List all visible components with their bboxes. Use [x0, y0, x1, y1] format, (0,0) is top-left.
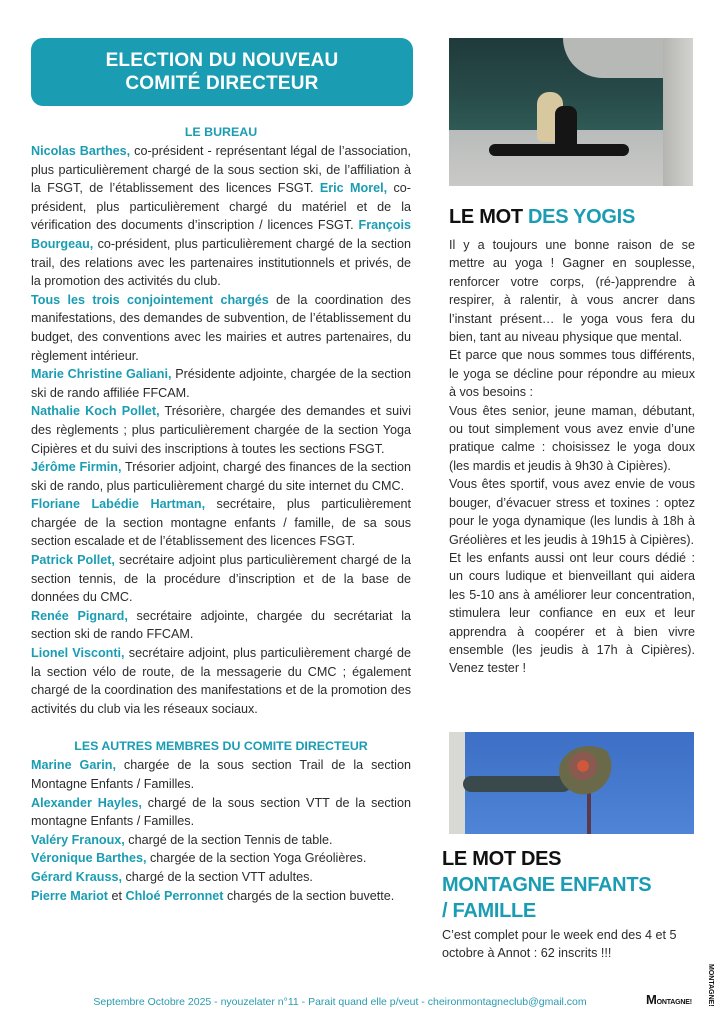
yogis-paragraph: Il y a toujours une bonne raison de se mettre au yoga ! Gagner en souplesse, renforcer votre corps, (ré-)apprendre à respirer, à ralentir, à vous ancrer dans l’instant présent… le yoga vous fera du bien, tant au niveau physique que mental.: [449, 238, 695, 345]
yogis-paragraph: Vous êtes sportif, vous avez envie de vous bouger, d’évacuer stress et toxines : optez pour le yoga dynamique (les lundis à 18h à Gréolières et les jeudis à 19h15 à Cipières).: [449, 477, 695, 547]
yogis-body: [449, 236, 695, 678]
member-role: secrétaire adjointe, chargée du secrétariat la section ski de rando FFCAM.: [31, 608, 411, 642]
member-name: Tous les trois conjointement chargés: [31, 292, 269, 307]
autres-membres-heading: LES AUTRES MEMBRES DU COMITE DIRECTEUR: [74, 739, 368, 754]
member-role: Trésorier adjoint, chargé des finances de la section ski de rando, plus particulièrement chargé du site internet du CMC.: [31, 460, 411, 493]
member-role: de la coordination des manifestations, des demandes de subvention, de l’établissement du budget, des conventions avec les mairies et autres partenaires, du règlement intérieur.: [31, 292, 411, 363]
photo-rock: [563, 38, 663, 78]
member-name: Pierre Mariot: [31, 888, 108, 903]
montagne-enfants-heading: [442, 846, 712, 924]
logo-text: ONTAGNE!: [656, 999, 692, 1006]
yogis-heading-black: LE MOT: [449, 206, 529, 228]
bureau-entry: [31, 495, 411, 551]
member-name: François Bourgeau,: [31, 218, 411, 251]
autres-entry: [31, 849, 411, 868]
yogis-paragraph: Et parce que nous sommes tous différents, le yoga se décline pour répondre au mieux à vos besoins :: [449, 348, 695, 400]
member-name: Eric Morel,: [319, 181, 388, 196]
member-name: Lionel Visconti,: [31, 646, 125, 661]
member-role: co-président, plus particulièrement chargé de la section trail, des relations avec les partenaires institutionnels et privés, de la promotion des activités du club.: [31, 236, 411, 289]
member-name: Nicolas Barthes,: [31, 144, 131, 158]
yogis-heading-accent: DES YOGIS: [528, 206, 635, 228]
montagne-heading-black: LE MOT DES: [442, 848, 562, 870]
autres-entry: [31, 887, 411, 906]
member-role: secrétaire adjoint plus particulièrement chargé de la section tennis, de la procédure d’inscription et de la base de données du CMC.: [31, 553, 411, 605]
member-role: secrétaire adjoint, plus particulièrement chargé de la section vélo de route, de la messagerie du CMC ; également chargé de la coordination des manifestations et de la promotion des activités du club via les réseaux sociaux.: [31, 646, 411, 716]
comite-directeur-column: [31, 124, 411, 905]
yogi-body: [555, 106, 577, 156]
member-role: chargé de la sous section VTT de la section montagne Enfants / Familles.: [31, 795, 411, 829]
member-role: chargée de la section Yoga Gréolières.: [146, 851, 367, 866]
photo-rock: [663, 38, 693, 186]
banner-title-line2: COMITÉ DIRECTEUR: [125, 73, 319, 94]
member-role: chargés de la section buvette.: [223, 888, 395, 903]
logo-letter: M: [646, 992, 657, 1007]
member-role: et: [108, 888, 126, 903]
member-role: chargée de la sous section Trail de la section Montagne Enfants / Familles.: [31, 758, 411, 791]
arm-shape: [463, 776, 571, 792]
bureau-entry: [31, 458, 411, 495]
bouquet-shape: [559, 746, 619, 796]
member-name: Marie Christine Galiani,: [31, 367, 172, 382]
banner-title-line1: ELECTION DU NOUVEAU: [105, 50, 339, 71]
bureau-entry: [31, 291, 411, 365]
member-role: Présidente adjointe, chargée de la section ski de rando affiliée FFCAM.: [31, 367, 411, 400]
member-role: Trésorière, chargée des demandes et suivi des règlements ; plus particulièrement chargée de la section Yoga Cipières et du suivi des inscriptions à toutes les sections FSGT.: [31, 404, 411, 456]
yoga-photo: [449, 38, 693, 186]
montagne-heading-accent-2: / FAMILLE: [442, 900, 536, 922]
member-name: Jérôme Firmin,: [31, 460, 122, 475]
election-banner: [31, 38, 413, 106]
member-name: Valéry Franoux,: [31, 832, 125, 847]
bureau-entry-co-presidents: [31, 142, 411, 291]
logo-letter: M: [707, 964, 714, 970]
bouquet-photo: [449, 732, 694, 834]
member-name: Floriane Labédie Hartman,: [31, 497, 206, 512]
member-name: Renée Pignard,: [31, 608, 128, 623]
member-name: Véronique Barthes,: [31, 851, 147, 866]
bureau-entry: [31, 644, 411, 718]
autres-entry: [31, 868, 411, 887]
autres-entry: [31, 756, 411, 793]
logo-rotated: [707, 964, 714, 1007]
member-name: Nathalie Koch Pollet,: [31, 404, 160, 419]
yogi-figure: [529, 78, 589, 158]
member-role: chargé de la section VTT adultes.: [122, 869, 313, 884]
member-name: Chloé Perronnet: [125, 888, 224, 903]
club-logo: [646, 956, 716, 1016]
yogis-heading: [449, 205, 709, 229]
member-name: Alexander Hayles,: [31, 795, 142, 810]
montagne-enfants-text: C’est complet pour le week end des 4 et 5 octobre à Annot : 62 inscrits !!!: [442, 928, 677, 961]
autres-entry: [31, 831, 411, 850]
autres-entry: [31, 794, 411, 831]
montagne-heading-accent-1: MONTAGNE ENFANTS: [442, 874, 652, 896]
member-role: co-président, plus particulièrement chargé du matériel et de la vérification des documents d’inscription / licences FSGT.: [31, 181, 412, 233]
bureau-entry: [31, 402, 411, 458]
bureau-entry: [31, 365, 411, 402]
member-name: Patrick Pollet,: [31, 553, 115, 568]
bureau-entry: [31, 607, 411, 644]
bureau-entry: [31, 551, 411, 607]
member-role: chargé de la section Tennis de table.: [124, 832, 333, 847]
footer-text: Septembre Octobre 2025 - nyouzelater n°11 - Parait quand elle p/veut - cheironmontagneclub@gmail.com: [93, 996, 587, 1008]
bureau-heading: LE BUREAU: [184, 125, 258, 139]
logo-horizontal: [646, 992, 692, 1007]
member-role: co-président - représentant légal de l’association, plus particulièrement chargé de la sous section ski, de l’affiliation à la FSGT, de l’établissement des licences FSGT.: [31, 144, 411, 196]
member-name: Marine Garin,: [31, 758, 116, 773]
member-role: secrétaire, plus particulièrement chargée de la section montagne enfants / famille, de sa sous section escalade et de l’établissement des licences FSGT.: [31, 497, 411, 549]
member-name: Gérard Krauss,: [31, 869, 122, 884]
yogis-paragraph: Vous êtes senior, jeune maman, débutant, ou tout simplement vous avez envie d’une pratique calme : choisissez le yoga doux (les mardis et jeudis à 9h30 à Cipières).: [449, 403, 695, 473]
logo-text: ONTAGNE!: [707, 969, 714, 1007]
yogis-paragraph: Et les enfants aussi ont leur cours dédié : un cours ludique et bienveillant qui aidera les 5-10 ans à améliorer leur concentration, stimulera leur confiance en eux et leur apprendra à coopérer et à bien vivre ensemble (les jeudis à 17h à Cipières). Venez tester !: [449, 550, 695, 676]
